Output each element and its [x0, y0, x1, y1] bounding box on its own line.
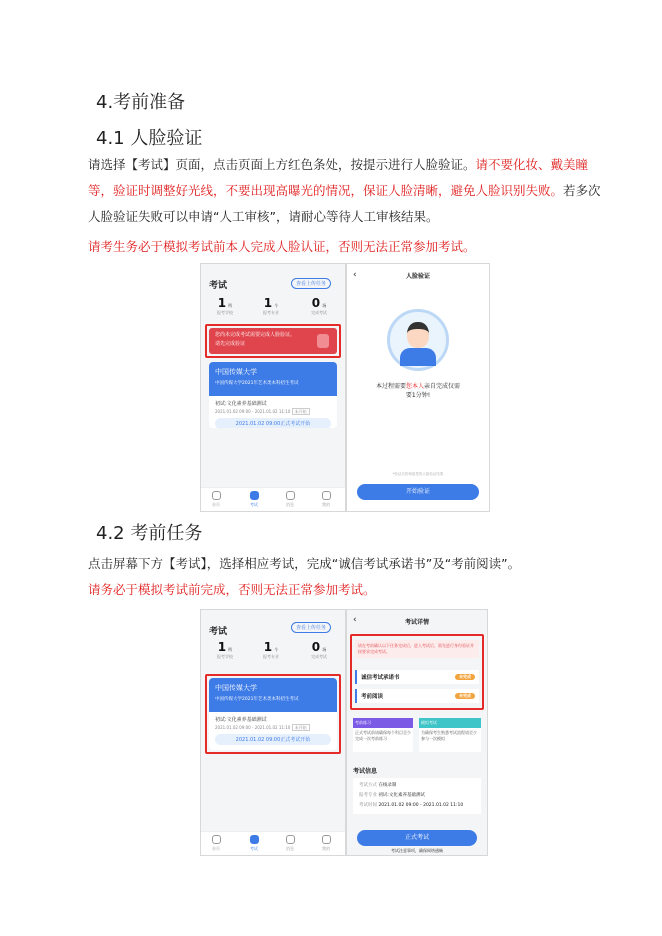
paragraph-face-instructions — [88, 152, 608, 230]
back-icon[interactable]: ‹ — [353, 270, 357, 280]
stat-majors: 1 个 报考专业 — [263, 296, 279, 315]
tab-bar: 首页 考试 消息 我的 — [201, 831, 345, 855]
tab-home[interactable]: 首页 — [201, 491, 231, 508]
university-name: 中国传媒大学 — [215, 368, 257, 376]
instruction-text: 请选择【考试】页面，点击页面上方红色条处，按提示进行人脸验证。 — [88, 157, 476, 172]
exam-info-title: 考试信息 — [353, 768, 378, 775]
tasks-deadline-note: 请务必于模拟考试前完成，否则无法正常参加考试。 — [88, 582, 376, 597]
bottom-note: 考试注意事项，确保网络通畅 — [391, 848, 443, 853]
face-instruction: 本过程需要您本人亲自完成仅需 要1分钟! — [375, 383, 461, 399]
pre-exam-reading-task[interactable]: 考前阅读 未完成 — [355, 689, 479, 703]
exam-screen-2: 考试 查看上传任务 1 所 报考学校 1 个 报考专业 0 场 完成考试 中国传媒大学 中国传媒大学2021年艺术类本科招生考试 初试:文化素养基础测试 2021.01.02 09:00 - 2021.01.02 11:10 未开始 2021.01.02 09:00正式考试开始 首页 考试 消息 我的 — [200, 609, 346, 856]
subsection-heading-face: 4.1 人脸验证 — [96, 128, 203, 149]
mock-exam-card[interactable]: 模拟考试 为确保考生熟悉考试流程请至少参与一次模拟 — [419, 718, 481, 752]
exam-detail-screen — [346, 609, 488, 856]
face-verify-screen — [346, 263, 490, 512]
shield-icon — [317, 334, 329, 348]
page-title: 人脸验证 — [405, 273, 430, 280]
exam-card[interactable]: 中国传媒大学 中国传媒大学2021年艺术类本科招生考试 初试:文化素养基础测试 2021.01.02 09:00 - 2021.01.02 11:10 未开始 2021.01.02 09:00正式考试开始 — [209, 678, 337, 750]
practice-card[interactable]: 考前练习 正式考试前请确保每个科目至少完成一次考前练习 — [353, 718, 413, 752]
stat-schools: 1 所 报考学校 — [217, 296, 233, 315]
face-verify-alert[interactable]: 您尚未完成考试需要完成人脸验证。 请先完成验证 — [209, 328, 337, 354]
tab-bar — [201, 487, 345, 511]
exam-info: 考试方式 在线录制 报考专业 初试:文化素养基础测试 考试时间 2021.01.02 09:00 - 2021.01.02 11:10 — [353, 778, 481, 814]
face-avatar — [387, 309, 449, 371]
back-icon[interactable]: ‹ — [353, 615, 357, 625]
exam-card[interactable]: 中国传媒大学 中国传媒大学2021年艺术类本科招生考试 初试:文化素养基础测试 2021.01.02 09:00 - 2021.01.02 11:10 未开始 2021.01.02 09:00正式考试开始 — [209, 362, 337, 428]
upload-tasks-button[interactable]: 查看上传任务 — [291, 278, 331, 289]
footer-note: *验证后将保留您的人脸验证结果 — [392, 472, 444, 476]
page-title: 考试详情 — [404, 619, 429, 626]
stat-completed: 0 场 完成考试 — [311, 296, 327, 315]
exam-screen — [200, 263, 346, 512]
pledge-task[interactable]: 诚信考试承诺书 未完成 — [355, 670, 479, 684]
paragraph-tasks: 点击屏幕下方【考试】，选择相应考试，完成“诚信考试承诺书”及“考前阅读”。 — [88, 556, 521, 571]
tab-profile[interactable]: 我的 — [311, 491, 341, 508]
start-exam-button[interactable]: 正式考试 — [357, 830, 477, 846]
tab-exam[interactable]: 考试 — [239, 491, 269, 508]
section-heading: 4.考前准备 — [96, 92, 186, 113]
face-deadline-note: 请考生务必于模拟考试前本人完成人脸认证，否则无法正常参加考试。 — [88, 239, 476, 254]
tab-messages[interactable]: 消息 — [275, 491, 305, 508]
page-title: 考试 — [209, 281, 228, 291]
subsection-heading-tasks: 4.2 考前任务 — [96, 523, 203, 544]
task-warning: 请在考前确认以下任务完成后，进入考试后，需先进行身份验证并按要求完成考试。 — [355, 640, 479, 658]
warning-text: 请不要化妆、戴美瞳等，验证时调整好光线，不要出现高曝光的情况，保证人脸清晰，避免人脸识别失败。 — [88, 157, 589, 198]
manual-review-text: 若多次人脸验证失败可以申请“人工审核”，请耐心等待人工审核结果。 — [88, 183, 601, 224]
start-verify-button[interactable]: 开始验证 — [357, 484, 479, 500]
